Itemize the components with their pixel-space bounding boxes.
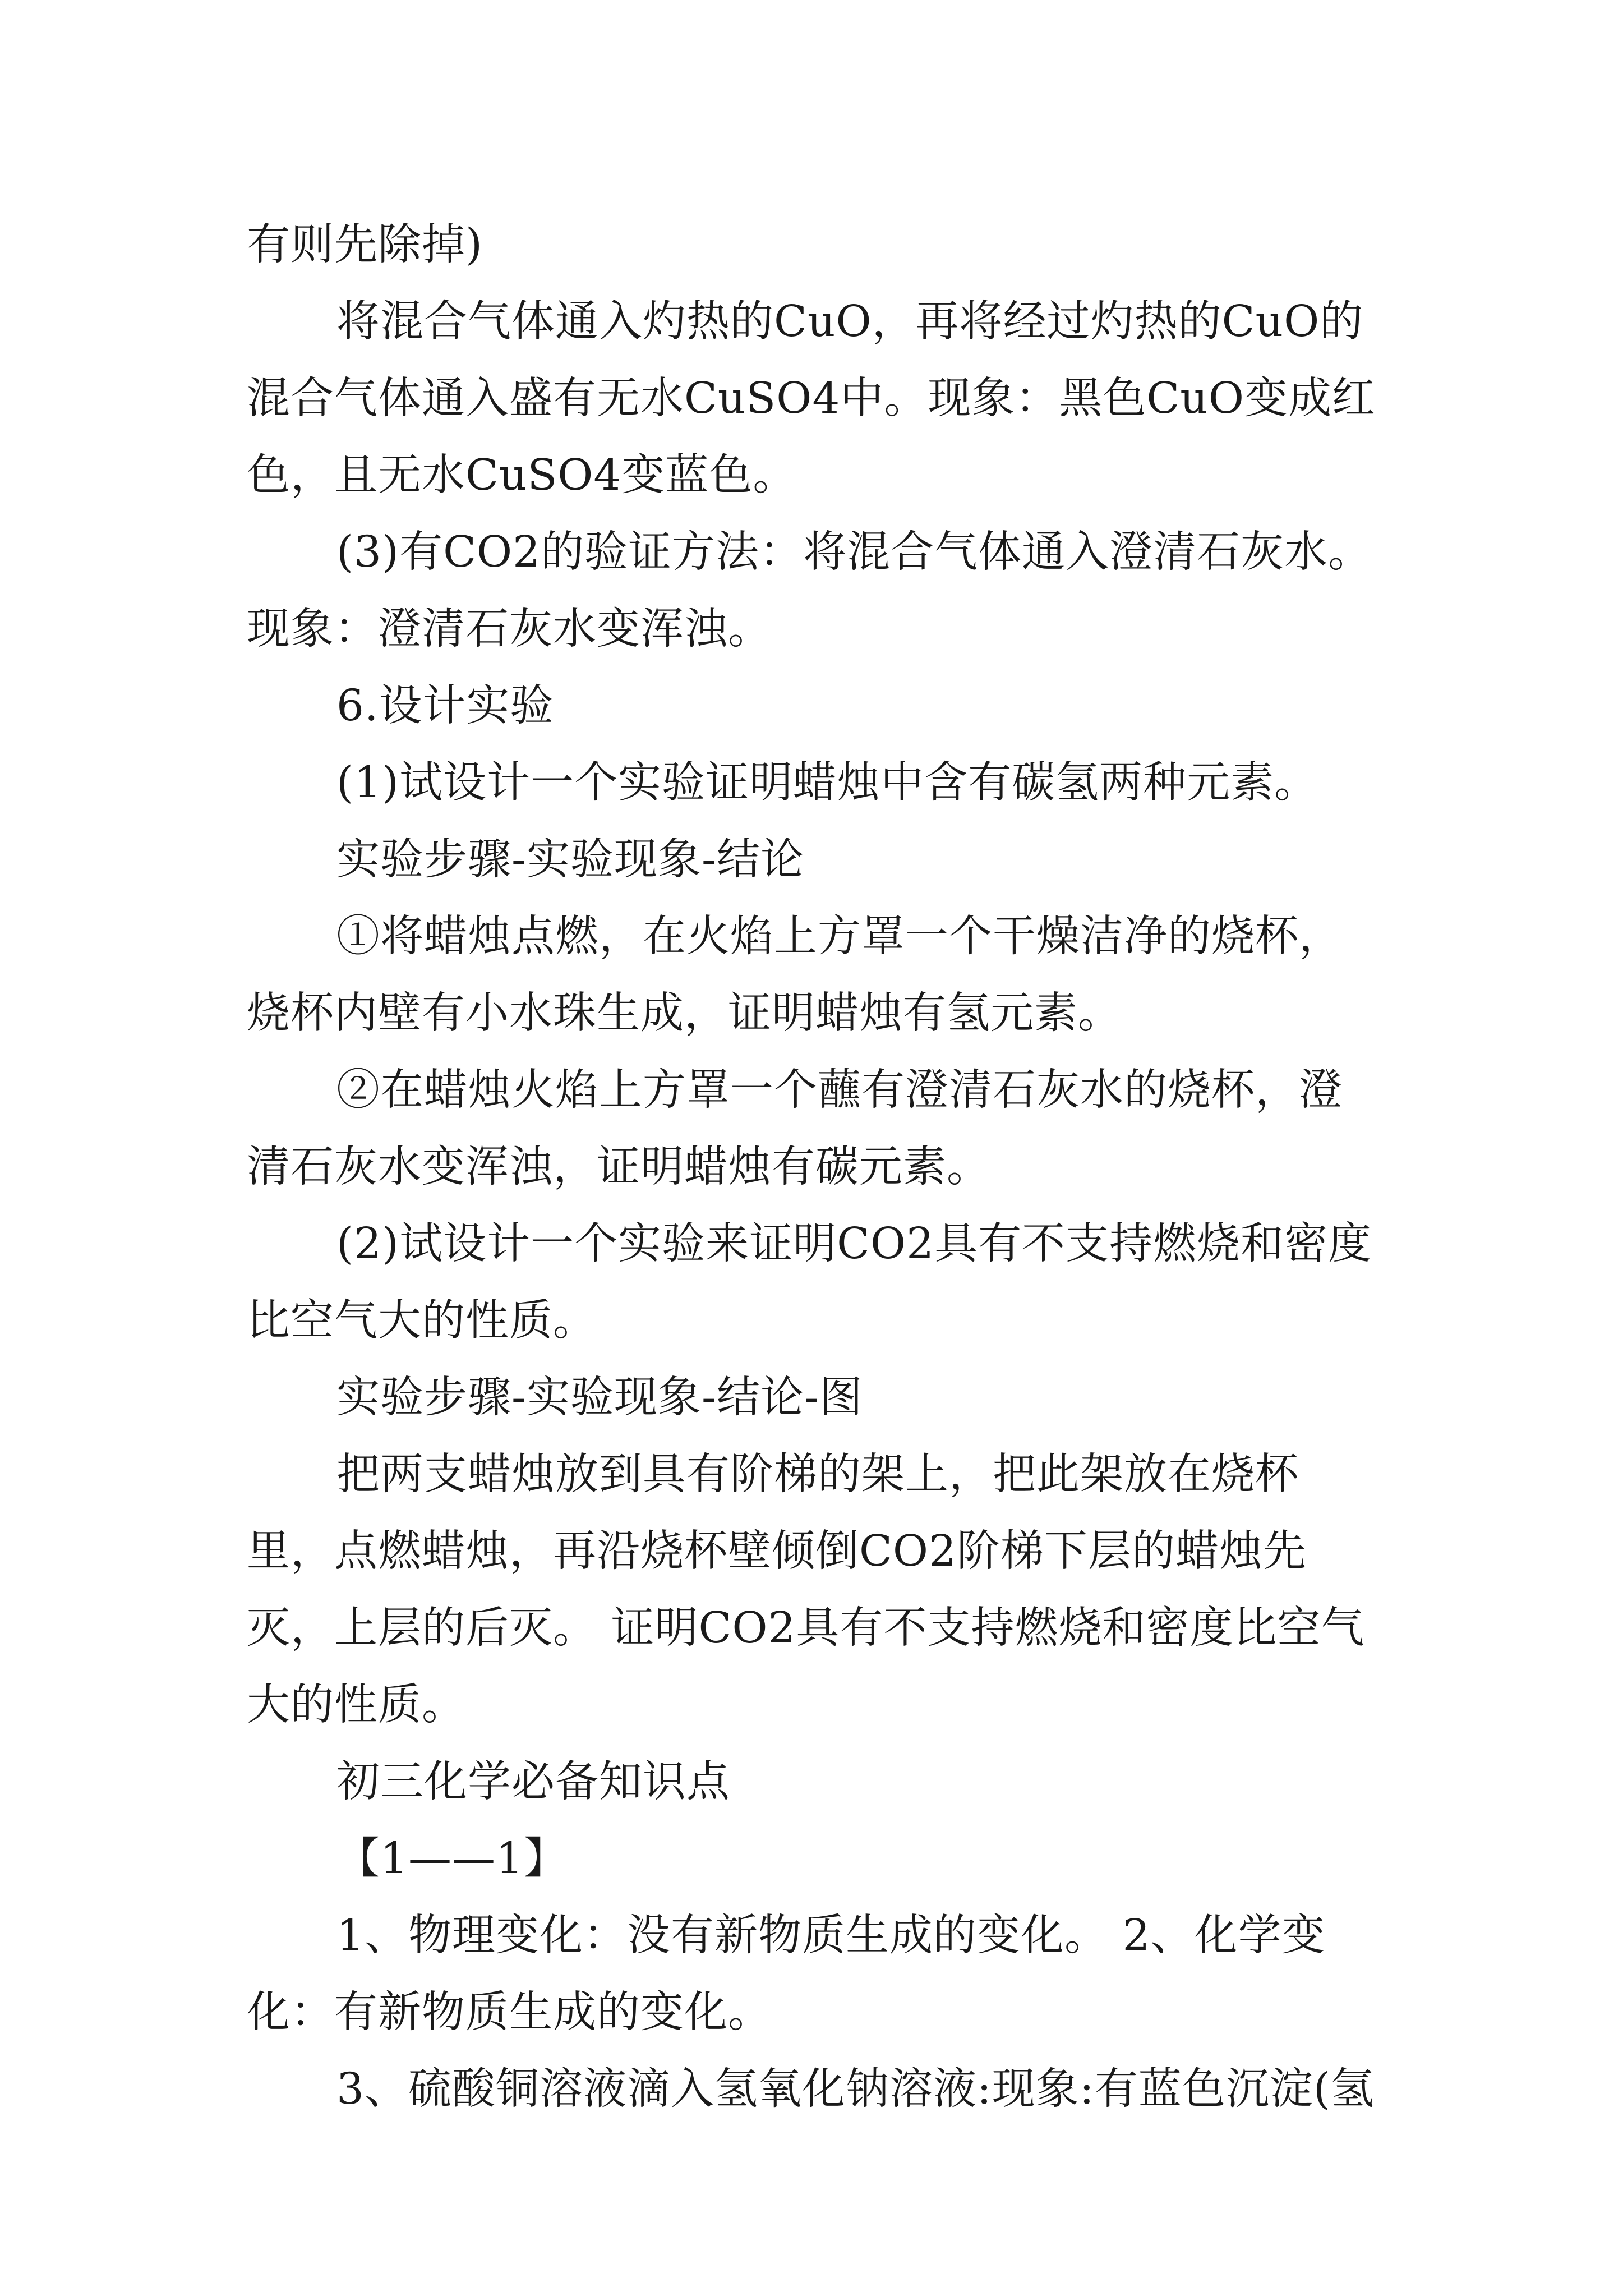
paragraph: 有则先除掉) [247,220,483,270]
section-heading: 6.设计实验 [336,681,554,731]
paragraph: (1)试设计一个实验证明蜡烛中含有碳氢两种元素。 [336,758,1318,808]
paragraph: 实验步骤-实验现象-结论-图 [336,1373,864,1423]
paragraph: 1、物理变化：没有新物质生成的变化。 2、化学变化：有新物质生成的变化。 [247,1911,1326,2037]
paragraph: (3)有CO2的验证方法：将混合气体通入澄清石灰水。现象：澄清石灰水变浑浊。 [247,527,1372,654]
section-heading: 【1——1】 [336,1834,568,1884]
paragraph: 把两支蜡烛放到具有阶梯的架上，把此架放在烧杯里，点燃蜡烛，再沿烧杯壁倾倒CO2阶梯下层的蜡烛先灭，上层的后灭。 证明CO2具有不支持燃烧和密度比空气大的性质。 [247,1450,1365,1730]
paragraph: 3、硫酸铜溶液滴入氢氧化钠溶液:现象:有蓝色沉淀(氢 [336,2064,1375,2114]
paragraph: ②在蜡烛火焰上方罩一个蘸有澄清石灰水的烧杯，澄清石灰水变浑浊，证明蜡烛有碳元素。 [247,1065,1343,1192]
paragraph: 实验步骤-实验现象-结论 [336,835,805,885]
paragraph: ①将蜡烛点燃，在火焰上方罩一个干燥洁净的烧杯，烧杯内壁有小水珠生成，证明蜡烛有氢元素。 [247,912,1343,1038]
document-body [247,206,1385,2128]
paragraph: 将混合气体通入灼热的CuO，再将经过灼热的CuO的混合气体通入盛有无水CuSO4中。现象：黑色CuO变成红色，且无水CuSO4变蓝色。 [247,297,1376,500]
section-heading: 初三化学必备知识点 [336,1757,730,1807]
paragraph: (2)试设计一个实验来证明CO2具有不支持燃烧和密度比空气大的性质。 [247,1219,1372,1346]
